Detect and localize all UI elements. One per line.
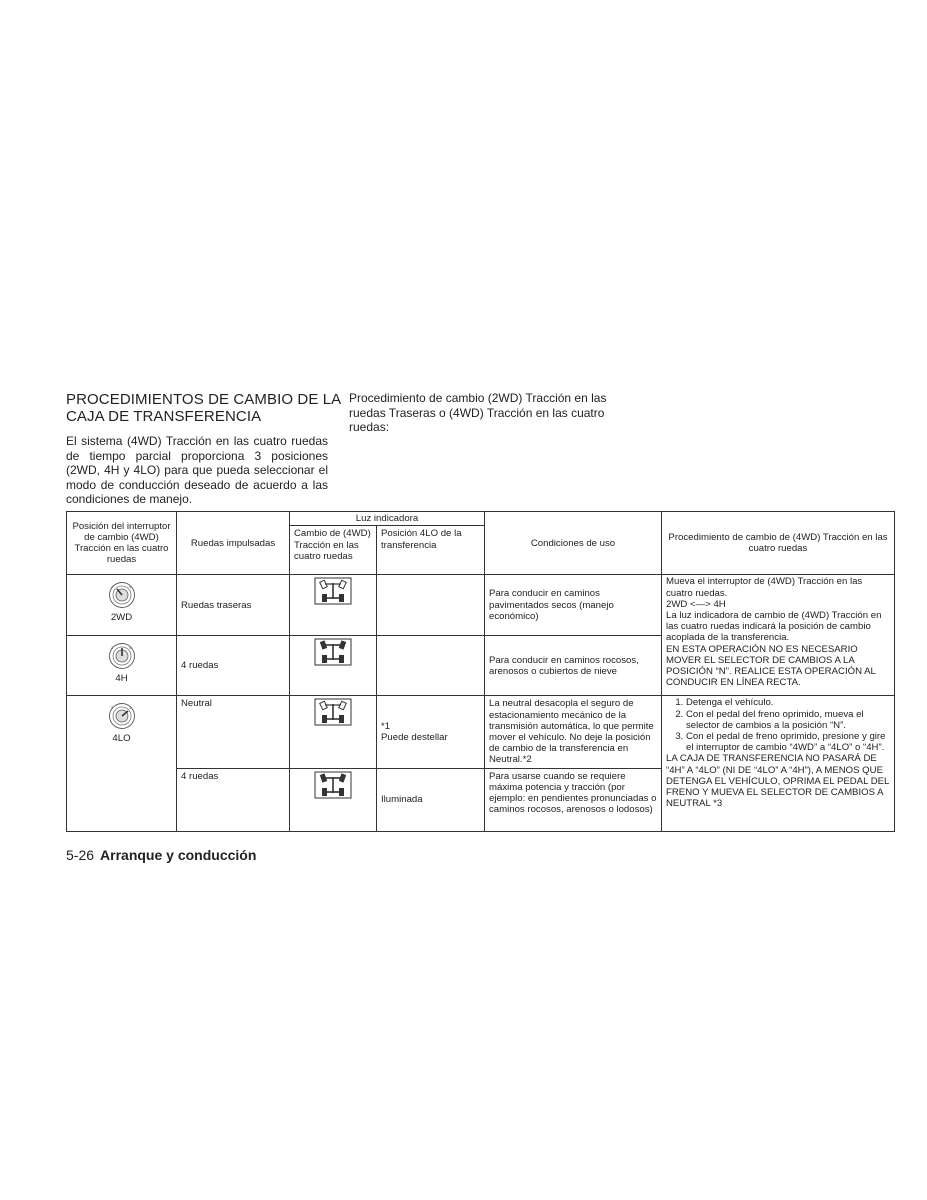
procedure-warning: EN ESTA OPERACIÓN NO ES NECESARIO MOVER EL SELECTOR DE CAMBIOS A LA POSICIÓN “N”. REALICE ESTA OPERACIÓN AL CONDUCIR EN LÍNEA RECTA. <box>666 643 876 689</box>
conditions-cell: Para conducir en caminos pavimentados secos (manejo económico) <box>485 575 662 636</box>
svg-text:2: 2 <box>110 705 113 711</box>
procedure-text: 2WD <—> 4H <box>666 598 726 610</box>
indicator-4lo-state: Puede destellar <box>381 731 448 743</box>
section-heading: PROCEDIMIENTOS DE CAMBIO DE LA CAJA DE TRANSFERENCIA <box>66 391 341 425</box>
page-number: 5-26 <box>66 847 95 863</box>
4wd-indicator-2wd-icon <box>314 698 352 726</box>
procedure-cell-4lo <box>662 696 895 831</box>
conditions-cell: La neutral desacopla el seguro de estacionamiento mecánico de la transmisión automática, lo que permite mover el vehículo. No deje la posición de cambio de la transferencia en Neutral.*2 <box>485 696 662 768</box>
procedure-steps <box>666 697 890 753</box>
position-cell-4h <box>67 636 177 696</box>
conditions-cell: Para conducir en caminos rocosos, arenosos o cubiertos de nieve <box>485 636 662 696</box>
table-header-row <box>67 512 895 526</box>
header-indicator: Luz indicadora <box>290 512 485 526</box>
wheels-cell: Ruedas traseras <box>177 575 290 636</box>
indicator-4lo-cell <box>377 636 485 696</box>
indicator-4wd-cell <box>290 768 377 831</box>
position-cell-2wd <box>67 575 177 636</box>
position-cell-4lo <box>67 696 177 831</box>
footer-section-name: Arranque y conducción <box>100 847 257 863</box>
wheels-cell: 4 ruedas <box>177 636 290 696</box>
header-indicator-4lo: Posición 4LO de la transferencia <box>377 526 485 575</box>
procedure-text: La luz indicadora de cambio de (4WD) Tracción en las cuatro ruedas indicará la posición de cambio acoplada de la transferencia. <box>666 609 882 644</box>
svg-text:4: 4 <box>128 645 131 651</box>
procedure-cell-2wd-4h <box>662 575 895 696</box>
svg-text:4: 4 <box>128 584 131 590</box>
intro-paragraph: El sistema (4WD) Tracción en las cuatro ruedas de tiempo parcial proporciona 3 posiciones (2WD, 4H y 4LO) para que pueda seleccionar el modo de conducción deseado de acuerdo a las condiciones de manejo. <box>66 434 328 507</box>
conditions-cell: Para usarse cuando se requiere máxima potencia y tracción (por ejemplo: en pendientes pronunciadas o caminos rocosos, arenosos o lodosos) <box>485 768 662 831</box>
indicator-4wd-cell <box>290 575 377 636</box>
position-label: 4H <box>115 673 128 685</box>
4wd-indicator-4wd-icon <box>314 638 352 666</box>
position-label: 4LO <box>112 733 131 745</box>
transfer-case-table <box>66 511 895 832</box>
header-driven-wheels: Ruedas impulsadas <box>177 512 290 575</box>
indicator-4wd-cell <box>290 696 377 768</box>
indicator-4lo-cell <box>377 696 485 768</box>
header-procedure: Procedimiento de cambio de (4WD) Tracción en las cuatro ruedas <box>662 512 895 575</box>
procedure-title: Procedimiento de cambio (2WD) Tracción en las ruedas Traseras o (4WD) Tracción en las cuatro ruedas: <box>349 391 607 435</box>
wheels-cell: 4 ruedas <box>177 768 290 831</box>
position-label: 2WD <box>110 612 133 624</box>
wheels-cell: Neutral <box>177 696 290 768</box>
procedure-step: 2. Con el pedal del freno oprimido, mueva el selector de cambios a la posición “N”. <box>686 709 890 731</box>
footnote-mark: *1 <box>381 720 391 732</box>
page-footer <box>66 846 256 864</box>
4wd-switch-knob-icon <box>106 642 138 670</box>
header-indicator-4wd-shift: Cambio de (4WD) Tracción en las cuatro ruedas <box>290 526 377 575</box>
indicator-4wd-cell <box>290 636 377 696</box>
procedure-step: 1. Detenga el vehículo. <box>686 697 890 708</box>
header-switch-position: Posición del interruptor de cambio (4WD) Tracción en las cuatro ruedas <box>67 512 177 575</box>
table-row <box>67 696 895 768</box>
indicator-4lo-cell <box>377 575 485 636</box>
svg-text:4: 4 <box>128 705 131 711</box>
procedure-step: 3. Con el pedal de freno oprimido, presione y gire el interruptor de cambio “4WD” a “4LO” o “4H”. <box>686 731 890 753</box>
indicator-4lo-cell: Iluminada <box>377 768 485 831</box>
procedure-text: Mueva el interruptor de (4WD) Tracción en las cuatro ruedas. <box>666 576 863 599</box>
table-row <box>67 575 895 636</box>
4wd-indicator-2wd-icon <box>314 577 352 605</box>
4wd-switch-knob-icon <box>106 702 138 730</box>
4wd-indicator-4wd-icon <box>314 771 352 799</box>
svg-text:2: 2 <box>110 645 113 651</box>
header-conditions: Condiciones de uso <box>485 512 662 575</box>
4wd-switch-knob-icon <box>106 581 138 609</box>
procedure-warning: LA CAJA DE TRANSFERENCIA NO PASARÁ DE “4H” A “4LO” (NI DE “4LO” A “4H”), A MENOS QUE DETENGA EL VEHÍCULO, OPRIMA EL PEDAL DEL FRENO Y MUEVA EL SELECTOR DE CAMBIOS A NEUTRAL *3 <box>666 753 890 810</box>
svg-text:2: 2 <box>110 584 113 590</box>
